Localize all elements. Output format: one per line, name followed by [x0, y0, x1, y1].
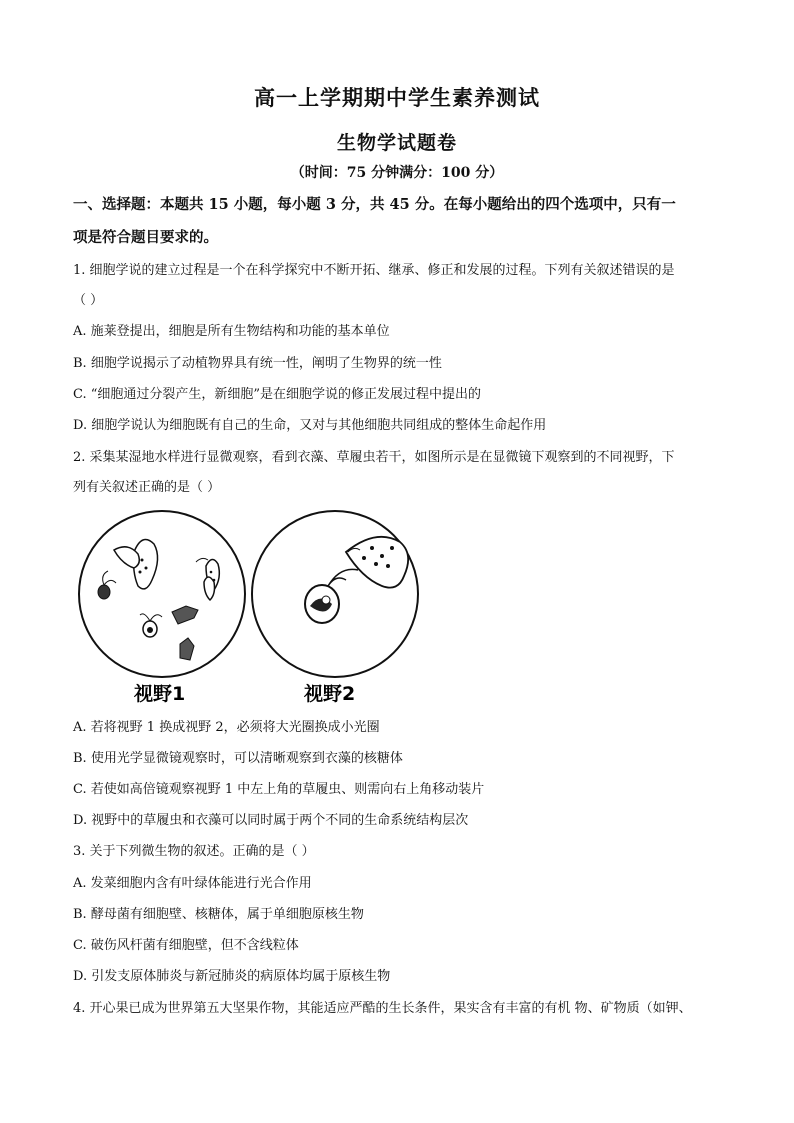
- exam-title: 高一上学期期中学生素养测试: [254, 85, 540, 110]
- figure-label-field2: 视野2: [304, 683, 356, 705]
- q2-option-c: C. 若使如高倍镜观察视野 1 中左上角的草履虫、则需向右上角移动装片: [73, 782, 485, 797]
- microscope-fields-figure: [76, 508, 421, 708]
- q2-option-a: A. 若将视野 1 换成视野 2，必须将大光圈换成小光圈: [73, 720, 380, 735]
- q1-option-d: D. 细胞学说认为细胞既有自己的生命，又对与其他细胞共同组成的整体生命起作用: [73, 418, 547, 433]
- q1-option-b: B. 细胞学说揭示了动植物界具有统一性，阐明了生物界的统一性: [73, 356, 442, 371]
- section-heading-line2: 项是符合题目要求的。: [73, 229, 218, 246]
- q3-option-b: B. 酵母菌有细胞壁、核糖体，属于单细胞原核生物: [73, 907, 364, 922]
- exam-subtitle: 生物学试题卷: [336, 132, 457, 154]
- q1-option-a: A. 施莱登提出，细胞是所有生物结构和功能的基本单位: [73, 324, 390, 339]
- q1-answer-bracket: （ ）: [73, 293, 104, 308]
- microscope-fields-illustration: [76, 508, 421, 708]
- q2-option-b: B. 使用光学显微镜观察时，可以清晰观察到衣藻的核糖体: [73, 751, 403, 766]
- q1-option-c: C. “细胞通过分裂产生，新细胞”是在细胞学说的修正发展过程中提出的: [73, 387, 482, 402]
- q3-option-d: D. 引发支原体肺炎与新冠肺炎的病原体均属于原核生物: [73, 969, 391, 984]
- q3-option-a: A. 发菜细胞内含有叶绿体能进行光合作用: [73, 876, 312, 891]
- time-info: （时间：75 分钟满分：100 分）: [290, 165, 504, 181]
- section-heading-line1: 一、选择题：本题共 15 小题，每小题 3 分，共 45 分。在每小题给出的四个选项中，只有一: [73, 196, 676, 213]
- q1-stem: 1. 细胞学说的建立过程是一个在科学探究中不断开拓、继承、修正和发展的过程。下列有关叙述错误的是: [73, 263, 675, 278]
- q2-option-d: D. 视野中的草履虫和衣藻可以同时属于两个不同的生命系统结构层次: [73, 813, 469, 828]
- q4-stem: 4. 开心果已成为世界第五大坚果作物，其能适应严酷的生长条件，果实含有丰富的有机 物、矿物质（如钾、: [73, 1001, 692, 1016]
- figure-label-field1: 视野1: [134, 683, 186, 705]
- q2-stem-cont: 列有关叙述正确的是（ ）: [73, 480, 221, 495]
- q3-stem: 3. 关于下列微生物的叙述。正确的是（ ）: [73, 844, 315, 859]
- q2-stem: 2. 采集某湿地水样进行显微观察，看到衣藻、草履虫若干，如图所示是在显微镜下观察到的不同视野，下: [73, 450, 675, 465]
- q3-option-c: C. 破伤风杆菌有细胞壁，但不含线粒体: [73, 938, 299, 953]
